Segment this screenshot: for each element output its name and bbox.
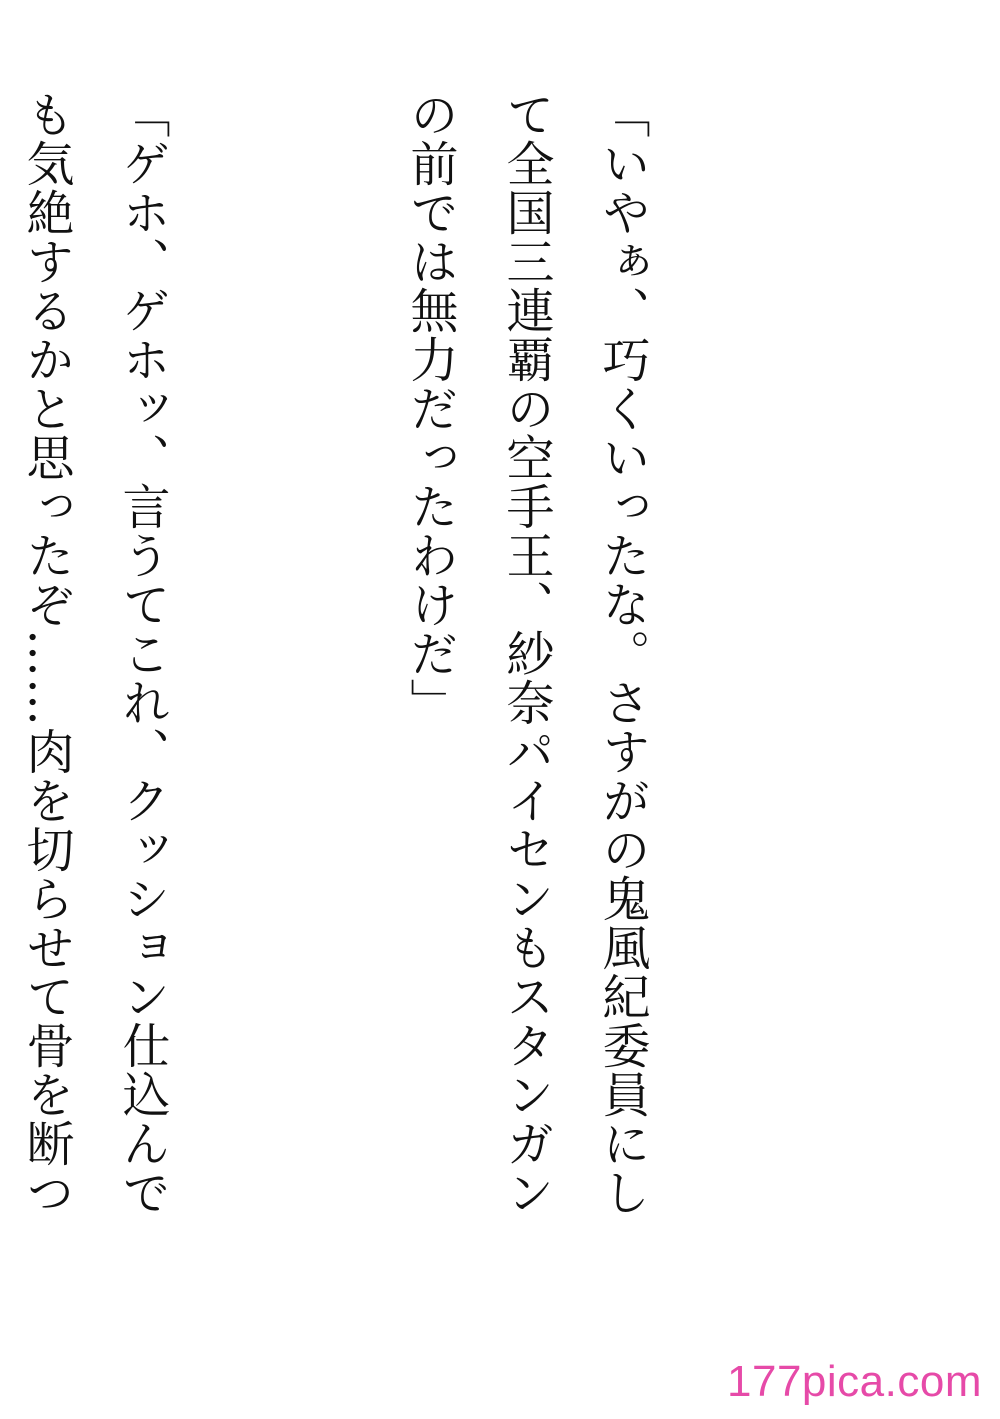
paragraph-2: 「ゲホ、ゲホッ、言うてこれ、クッション仕込んでも気絶するかと思ったぞ……肉を切らせて骨を断つ xyxy=(18,90,170,1217)
watermark: 177pica.com xyxy=(727,1357,982,1406)
vertical-text-block xyxy=(18,90,862,1250)
paragraph-1: 「いやぁ、巧くいったな。さすがの鬼風紀委員にして全国三連覇の空手王、紗奈パイセンもスタンガンの前では無力だったわけだ」 xyxy=(402,90,650,1217)
